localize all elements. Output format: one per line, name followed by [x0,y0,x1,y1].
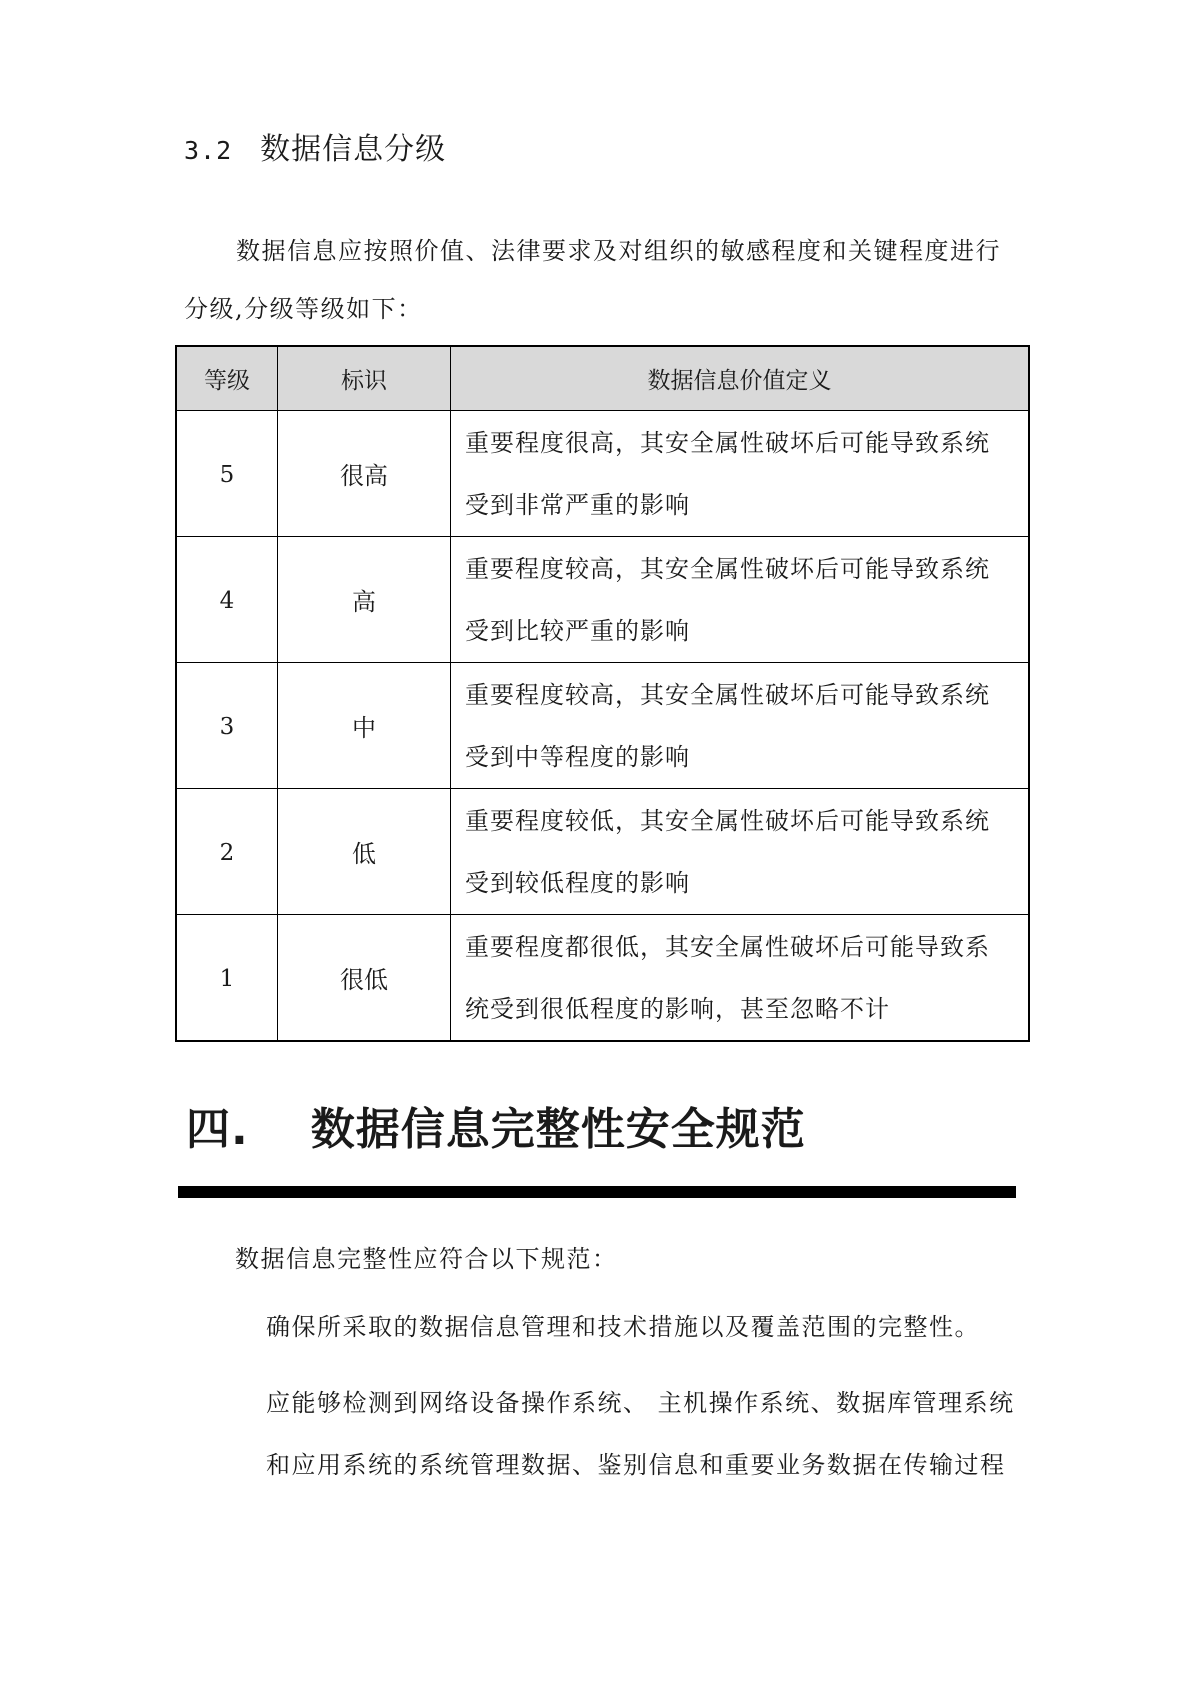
definition-cell [451,537,1030,663]
chapter-rule [178,1186,1016,1198]
definition-cell [451,789,1030,915]
table-header-row [176,346,1029,411]
chapter-title: 数据信息完整性安全规范 [310,1104,806,1155]
table-row [176,789,1029,915]
definition-text: 重要程度较低，其安全属性破坏后可能导致系统受到较低程度的影响 [465,806,990,897]
mark-cell: 低 [278,789,451,915]
table-row [176,411,1029,537]
header-mark: 标识 [278,346,451,411]
level-cell [176,789,278,915]
table-row [176,915,1029,1042]
level-value: 5 [219,461,235,488]
section-title: 数据信息分级 [260,132,447,167]
definition-cell [451,663,1030,789]
chapter-heading [186,1100,806,1160]
level-cell [176,915,278,1042]
definition-text: 重要程度较高，其安全属性破坏后可能导致系统受到比较严重的影响 [465,554,990,645]
mark-cell: 中 [278,663,451,789]
level-value: 4 [219,587,235,614]
mark-cell: 高 [278,537,451,663]
mark-cell: 很低 [278,915,451,1042]
section-heading [184,128,446,173]
table-row [176,663,1029,789]
table-row [176,537,1029,663]
definition-text: 重要程度都很低，其安全属性破坏后可能导致系统受到很低程度的影响，甚至忽略不计 [465,932,990,1023]
definition-cell [451,411,1030,537]
chapter-number: 四. [186,1104,249,1155]
level-cell [176,411,278,537]
definition-text: 重要程度较高，其安全属性破坏后可能导致系统受到中等程度的影响 [465,680,990,771]
body-paragraph: 数据信息完整性应符合以下规范： [235,1245,618,1273]
section-number: 3.2 [184,136,233,165]
definition-cell [451,915,1030,1042]
level-value: 1 [219,965,235,992]
mark-cell: 很高 [278,411,451,537]
level-value: 3 [219,713,235,740]
header-definition: 数据信息价值定义 [451,346,1030,411]
body-paragraph: 确保所采取的数据信息管理和技术措施以及覆盖范围的完整性。 [266,1313,980,1341]
header-level: 等级 [176,346,278,411]
grade-table [175,345,1030,1042]
body-paragraph: 应能够检测到网络设备操作系统、 主机操作系统、数据库管理系统和应用系统的系统管理数据、鉴别信息和重要业务数据在传输过程 [266,1389,1015,1479]
definition-text: 重要程度很高，其安全属性破坏后可能导致系统受到非常严重的影响 [465,428,990,519]
intro-paragraph: 数据信息应按照价值、法律要求及对组织的敏感程度和关键程度进行分级,分级等级如下： [184,237,1001,323]
level-cell [176,537,278,663]
level-cell [176,663,278,789]
level-value: 2 [219,839,235,866]
